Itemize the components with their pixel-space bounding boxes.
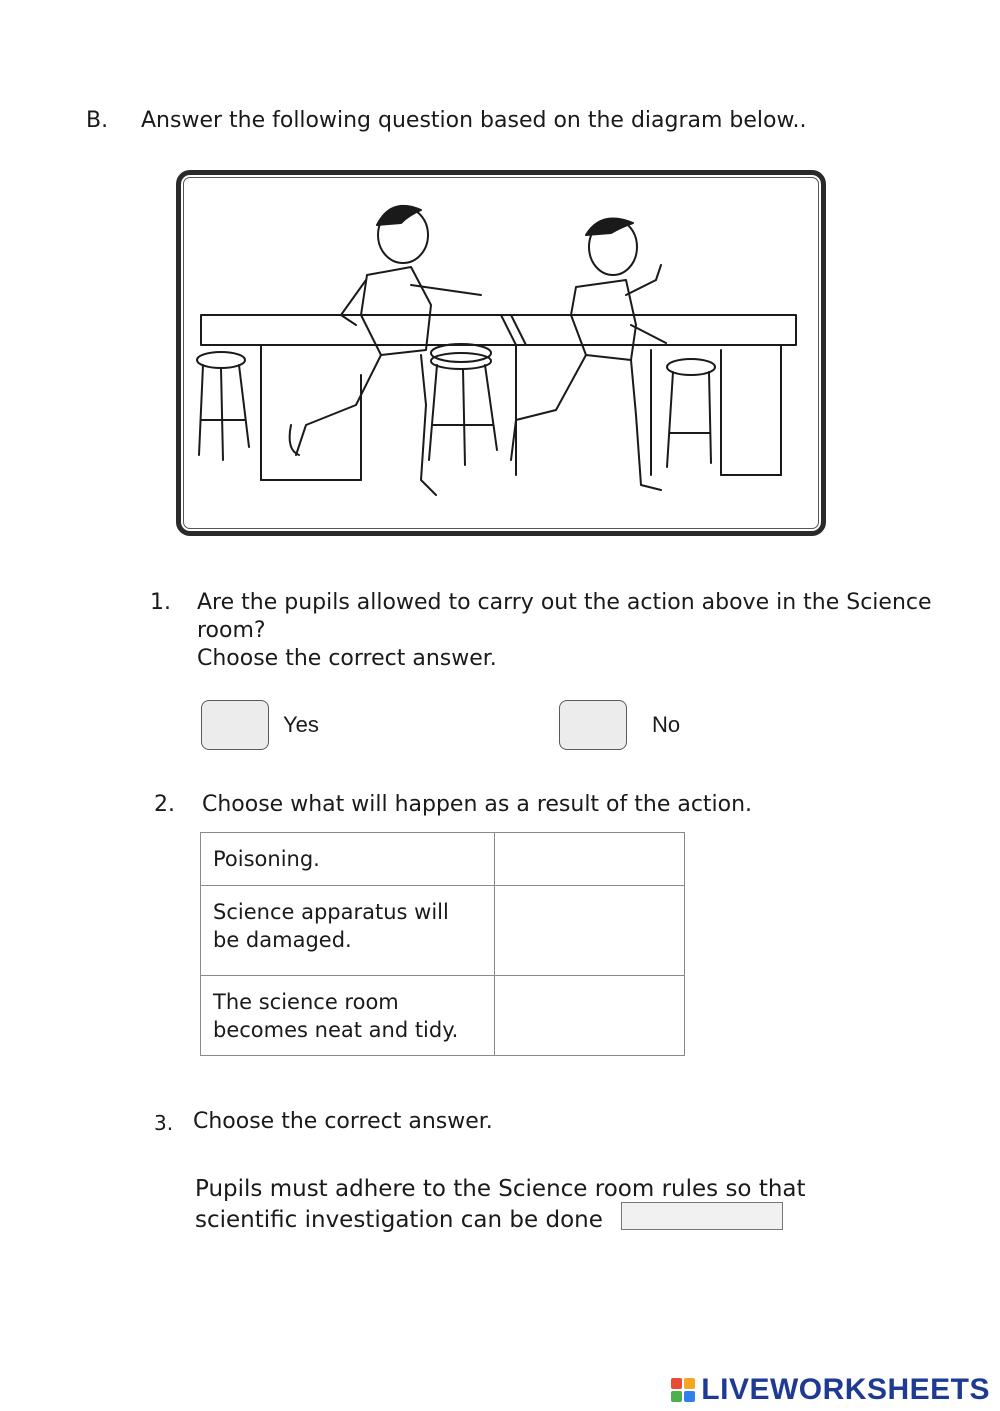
consequence-text: be damaged. (213, 928, 352, 952)
question-2-text: Choose what will happen as a result of the action. (202, 792, 753, 817)
statement-line-2: scientific investigation can be done (195, 1207, 603, 1233)
consequence-text: The science room (213, 990, 399, 1014)
table-row (201, 833, 685, 886)
table-row (201, 976, 685, 1056)
logo-blocks-icon (671, 1378, 695, 1402)
consequence-cell (201, 886, 495, 976)
pupils-running-in-science-room-illustration (181, 175, 821, 531)
section-letter: B. (86, 108, 109, 133)
question-3-text: Choose the correct answer. (193, 1109, 493, 1134)
consequence-cell (201, 976, 495, 1056)
consequence-cell (201, 833, 495, 886)
answer-cell-neat-and-tidy[interactable] (495, 976, 685, 1056)
statement-line-1: Pupils must adhere to the Science room rules so that (195, 1176, 806, 1202)
consequence-text: Science apparatus will (213, 900, 449, 924)
consequence-table (200, 832, 685, 1056)
consequence-text: becomes neat and tidy. (213, 1018, 459, 1042)
consequence-text: Poisoning. (213, 847, 320, 871)
pupil-right-icon (511, 219, 666, 490)
stool-icon (197, 344, 715, 467)
question-1 (197, 589, 937, 673)
question-2-number: 2. (154, 792, 175, 817)
answer-dropdown[interactable] (621, 1202, 783, 1230)
answer-cell-apparatus-damaged[interactable] (495, 886, 685, 976)
answer-cell-poisoning[interactable] (495, 833, 685, 886)
brand-name: LIVEWORKSHEETS (701, 1373, 990, 1406)
pupil-left-icon (290, 206, 481, 495)
yes-checkbox[interactable] (201, 700, 269, 750)
question-1-number: 1. (150, 590, 171, 615)
question-1-prompt: Choose the correct answer. (197, 646, 497, 671)
section-instruction: Answer the following question based on the diagram below.. (141, 108, 807, 133)
lab-bench-icon (201, 315, 796, 480)
question-1-text: Are the pupils allowed to carry out the action above in the Science room? (197, 590, 932, 643)
question-3-number: 3. (154, 1111, 174, 1135)
no-checkbox[interactable] (559, 700, 627, 750)
table-row (201, 886, 685, 976)
yes-label: Yes (283, 712, 319, 737)
illustration-frame (176, 170, 826, 536)
no-label: No (652, 712, 681, 737)
liveworksheets-logo (671, 1373, 990, 1407)
